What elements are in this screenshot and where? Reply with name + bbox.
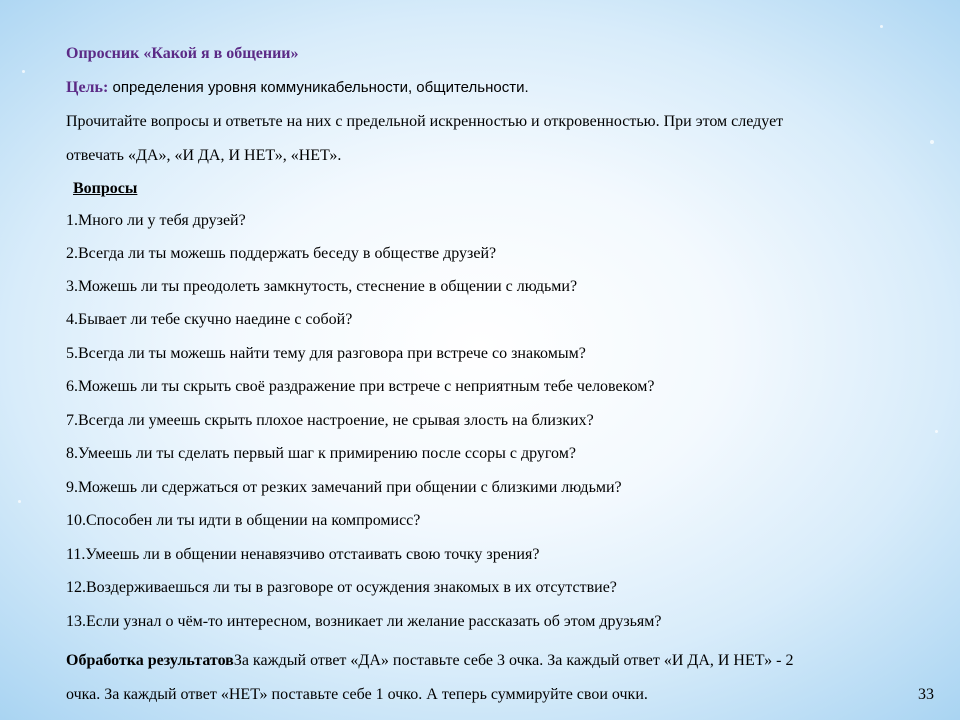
question-item: 3.Можешь ли ты преодолеть замкнутость, стеснение в общении с людьми?	[66, 278, 578, 295]
question-item: 8.Умеешь ли ты сделать первый шаг к примирению после ссоры с другом?	[66, 445, 576, 462]
question-item: 2.Всегда ли ты можешь поддержать беседу в обществе друзей?	[66, 245, 497, 262]
question-item: 11.Умеешь ли в общении ненавязчиво отстаивать свою точку зрения?	[66, 546, 540, 563]
question-item: 9.Можешь ли сдержаться от резких замечаний при общении с близкими людьми?	[66, 479, 622, 496]
question-item: 13.Если узнал о чём-то интересном, возникает ли желание рассказать об этом друзьям?	[66, 613, 662, 630]
goal-line	[66, 78, 529, 98]
processing-line-1	[66, 651, 793, 671]
background-sparkle	[18, 500, 21, 503]
page-number: 33	[918, 686, 934, 703]
question-item: 5.Всегда ли ты можешь найти тему для разговора при встрече со знакомым?	[66, 345, 586, 362]
question-item: 7.Всегда ли умеешь скрыть плохое настроение, не срывая злость на близких?	[66, 412, 594, 429]
background-sparkle	[935, 430, 938, 433]
processing-label: Обработка результатов	[66, 652, 234, 669]
background-sparkle	[22, 70, 25, 73]
question-item: 4.Бывает ли тебе скучно наедине с собой?	[66, 311, 353, 328]
instructions-line-1: Прочитайте вопросы и ответьте на них с предельной искренностью и откровенностью. При этом следует	[66, 113, 784, 130]
goal-text: определения уровня коммуникабельности, общительности.	[108, 79, 529, 96]
slide-title: Опросник «Какой я в общении»	[66, 45, 299, 62]
instructions-line-2: отвечать «ДА», «И ДА, И НЕТ», «НЕТ».	[66, 147, 342, 164]
question-item: 6.Можешь ли ты скрыть своё раздражение при встрече с неприятным тебе человеком?	[66, 378, 655, 395]
question-item: 12.Воздерживаешься ли ты в разговоре от осуждения знакомых в их отсутствие?	[66, 579, 617, 596]
question-item: 1.Много ли у тебя друзей?	[66, 212, 246, 229]
processing-text-1: За каждый ответ «ДА» поставьте себе 3 очка. За каждый ответ «И ДА, И НЕТ» - 2	[233, 652, 794, 669]
goal-label: Цель:	[66, 79, 109, 96]
background-sparkle	[880, 25, 883, 28]
processing-line-2: очка. За каждый ответ «НЕТ» поставьте себе 1 очко. А теперь суммируйте свои очки.	[66, 686, 648, 703]
background-sparkle	[930, 140, 934, 144]
question-item: 10.Способен ли ты идти в общении на компромисс?	[66, 512, 421, 529]
questions-heading: Вопросы	[73, 180, 138, 197]
